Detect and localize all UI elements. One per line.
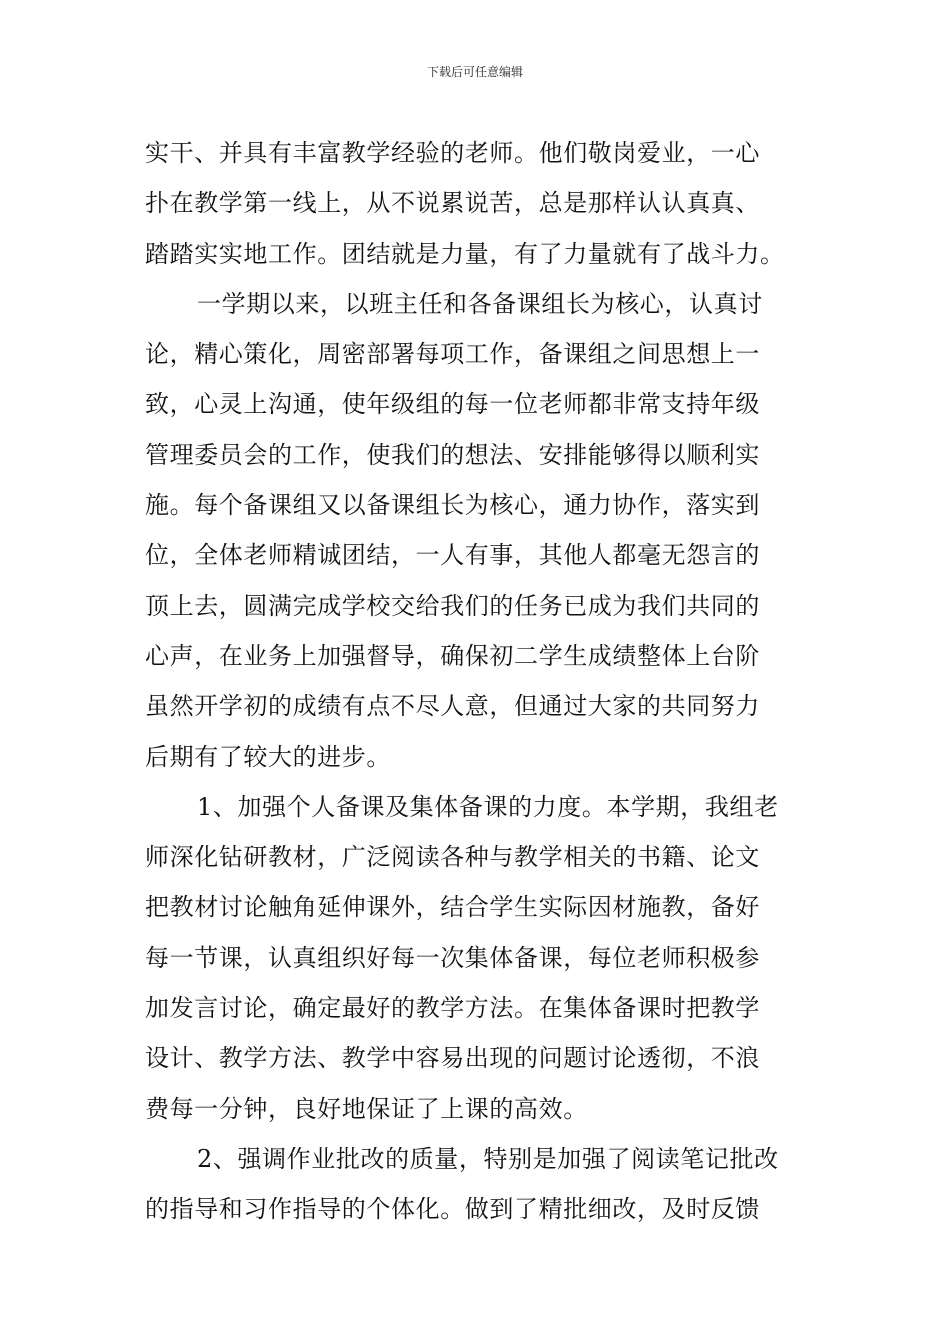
- text-line: 设计、教学方法、教学中容易出现的问题讨论透彻，不浪: [145, 1044, 760, 1073]
- text-line: 的指导和习作指导的个体化。做到了精批细改，及时反馈: [145, 1195, 760, 1224]
- paragraph-first-line: 一学期以来，以班主任和各备课组长为核心，认真讨: [197, 289, 763, 318]
- document-body: [145, 128, 810, 1235]
- text-line: 后期有了较大的进步。: [145, 742, 391, 771]
- text-line: 顶上去，圆满完成学校交给我们的任务已成为我们共同的: [145, 591, 760, 620]
- text-line: 虽然开学初的成绩有点不尽人意，但通过大家的共同努力: [145, 692, 760, 721]
- text-line: 踏踏实实地工作。团结就是力量，有了力量就有了战斗力。: [145, 239, 785, 268]
- text-line: 把教材讨论触角延伸课外，结合学生实际因材施教，备好: [145, 893, 760, 922]
- text-line: 每一节课，认真组织好每一次集体备课，每位老师积极参: [145, 943, 760, 972]
- text-line: 扑在教学第一线上，从不说累说苦，总是那样认认真真、: [145, 189, 760, 218]
- text-line: 位，全体老师精诚团结，一人有事，其他人都毫无怨言的: [145, 541, 760, 570]
- page-header: 下载后可任意编辑: [426, 65, 523, 79]
- text-line: 师深化钻研教材，广泛阅读各种与教学相关的书籍、论文: [145, 843, 760, 872]
- text-line: 实干、并具有丰富教学经验的老师。他们敬岗爱业，一心: [145, 139, 760, 167]
- paragraph-first-line: 2、强调作业批改的质量，特别是加强了阅读笔记批改: [197, 1144, 779, 1173]
- text-line: 加发言讨论，确定最好的教学方法。在集体备课时把教学: [145, 994, 760, 1023]
- paragraph-first-line: 1、加强个人备课及集体备课的力度。本学期，我组老: [197, 792, 779, 821]
- text-line: 施。每个备课组又以备课组长为核心，通力协作，落实到: [145, 491, 760, 520]
- text-line: 费每一分钟，良好地保证了上课的高效。: [145, 1094, 588, 1123]
- text-line: 管理委员会的工作，使我们的想法、安排能够得以顺利实: [145, 440, 760, 469]
- text-line: 论，精心策化，周密部署每项工作，备课组之间思想上一: [145, 340, 760, 369]
- text-line: 心声，在业务上加强督导，确保初二学生成绩整体上台阶: [145, 641, 760, 670]
- text-line: 致，心灵上沟通，使年级组的每一位老师都非常支持年级: [145, 390, 760, 419]
